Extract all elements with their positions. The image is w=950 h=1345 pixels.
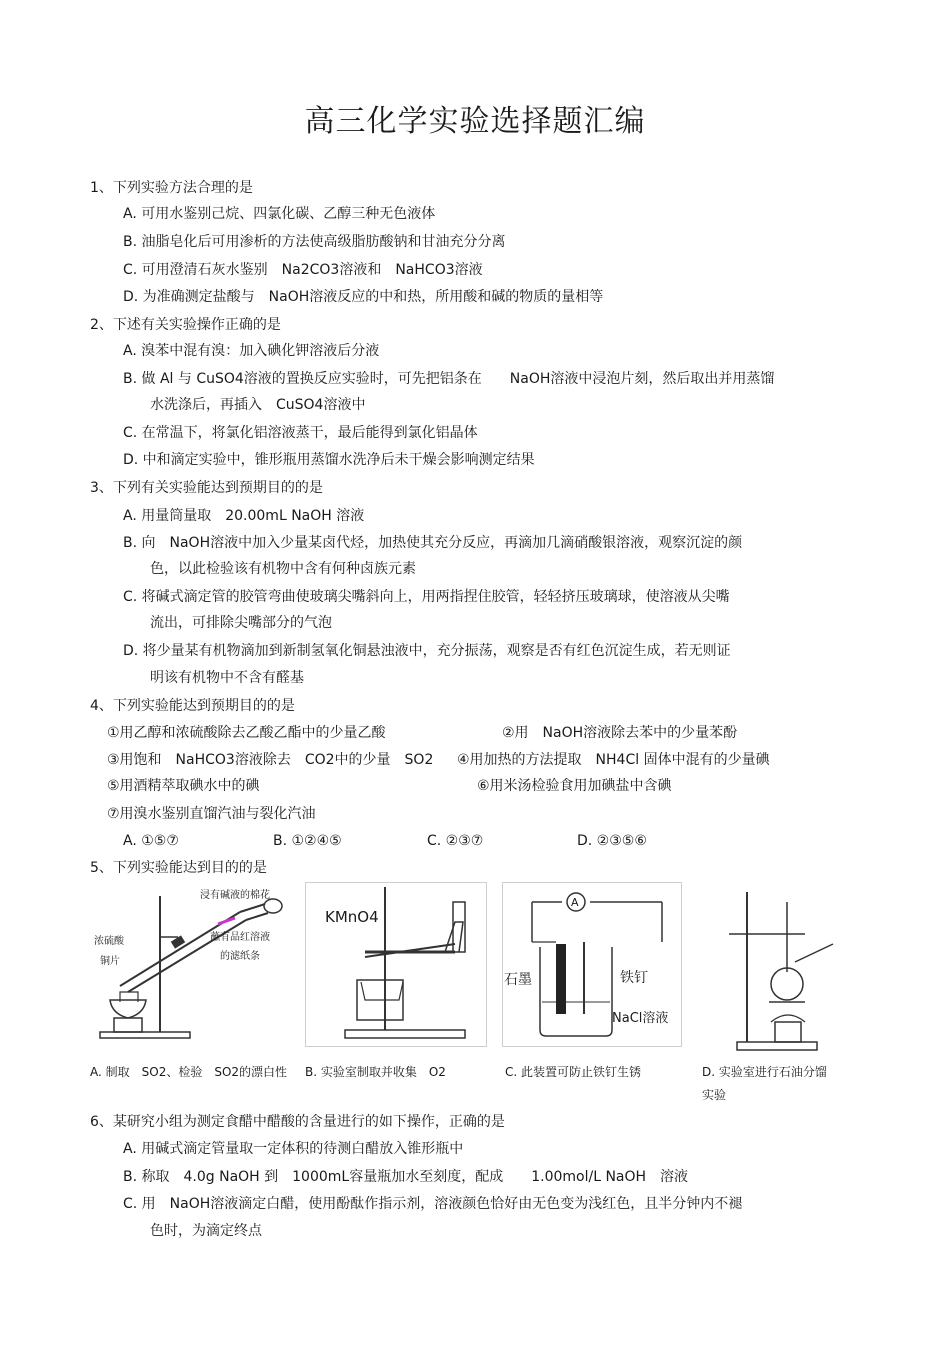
page-title: 高三化学实验选择题汇编 — [304, 104, 646, 139]
q4-item-5: ⑤用酒精萃取碘水中的碘 — [107, 778, 260, 794]
q2-option-b-cont: 水洗涤后，再插入 CuSO4溶液中 — [150, 397, 366, 413]
q2-option-b: B. 做 Al 与 CuSO4溶液的置换反应实验时，可先把铝条在 NaOH溶液中浸泡片刻，然后取出并用蒸馏 — [123, 371, 775, 387]
q2-option-c: C. 在常温下，将氯化铝溶液蒸干，最后能得到氯化铝晶体 — [123, 425, 478, 441]
figure-c-electrolysis-apparatus — [502, 882, 682, 1047]
q3-option-a: A. 用量筒量取 20.00mL NaOH 溶液 — [123, 508, 365, 524]
q2-option-d: D. 中和滴定实验中，锥形瓶用蒸馏水洗净后未干燥会影响测定结果 — [123, 452, 535, 468]
q4-item-3: ③用饱和 NaHCO3溶液除去 CO2中的少量 SO2 — [107, 752, 434, 768]
filter-paper-stripe — [218, 918, 235, 924]
q3-option-b-cont: 色，以此检验该有机物中含有何种卤族元素 — [150, 561, 416, 577]
q4-option-d: D. ②③⑤⑥ — [577, 833, 647, 849]
q3-option-c-cont: 流出，可排除尖嘴部分的气泡 — [150, 615, 332, 631]
fig-c-caption: C. 此装置可防止铁钉生锈 — [505, 1065, 642, 1079]
q2-option-a: A. 溴苯中混有溴：加入碘化钾溶液后分液 — [123, 343, 380, 359]
q4-item-4: ④用加热的方法提取 NH4Cl 固体中混有的少量碘 — [457, 752, 770, 768]
q3-option-d: D. 将少量某有机物滴加到新制氢氧化铜悬浊液中，充分振荡，观察是否有红色沉淀生成，若无则证 — [123, 643, 731, 659]
fig-a-cotton-label: 浸有碱液的棉花 — [200, 890, 270, 901]
q6-option-c: C. 用 NaOH溶液滴定白醋，使用酚酞作指示剂，溶液颜色恰好由无色变为浅红色，且半分钟内不褪 — [123, 1196, 743, 1212]
q3-option-d-cont: 明该有机物中不含有醛基 — [150, 670, 304, 686]
q4-stem: 4、下列实验能达到预期目的的是 — [90, 698, 295, 714]
fig-a-caption: A. 制取 SO2、检验 SO2的漂白性 — [90, 1065, 288, 1079]
fig-c-solution-label: NaCl溶液 — [612, 1011, 669, 1026]
fig-d-caption: D. 实验室进行石油分馏 — [702, 1065, 827, 1079]
q4-item-2: ②用 NaOH溶液除去苯中的少量苯酚 — [502, 725, 738, 741]
fig-d-caption-cont: 实验 — [702, 1088, 727, 1102]
q5-stem: 5、下列实验能达到目的的是 — [90, 860, 267, 876]
fig-c-graphite-label: 石墨 — [504, 972, 532, 988]
figure-d-distillation-apparatus — [705, 882, 840, 1057]
figure-a-so2-apparatus — [90, 882, 295, 1047]
fig-a-copper-label: 铜片 — [100, 956, 120, 967]
q2-stem: 2、下述有关实验操作正确的是 — [90, 317, 281, 333]
q6-option-a: A. 用碱式滴定管量取一定体积的待测白醋放入锥形瓶中 — [123, 1141, 464, 1157]
q4-option-a: A. ①⑤⑦ — [123, 833, 179, 849]
fig-a-paper-label-1: 蘸有品红溶液 — [210, 932, 270, 943]
q1-stem: 1、下列实验方法合理的是 — [90, 180, 253, 196]
figure-b-o2-apparatus — [305, 882, 487, 1047]
q1-option-c: C. 可用澄清石灰水鉴别 Na2CO3溶液和 NaHCO3溶液 — [123, 262, 483, 278]
q4-item-1: ①用乙醇和浓硫酸除去乙酸乙酯中的少量乙酸 — [107, 725, 386, 741]
q3-option-c: C. 将碱式滴定管的胶管弯曲使玻璃尖嘴斜向上，用两指捏住胶管，轻轻挤压玻璃球，使溶液从尖嘴 — [123, 589, 730, 605]
q4-option-b: B. ①②④⑤ — [273, 833, 342, 849]
fig-a-acid-label: 浓硫酸 — [94, 936, 124, 947]
fig-b-kmno4-label: KMnO4 — [325, 908, 379, 926]
q4-item-6: ⑥用米汤检验食用加碘盐中含碘 — [477, 778, 672, 794]
fig-c-nail-label: 铁钉 — [620, 970, 648, 986]
q6-option-c-cont: 色时，为滴定终点 — [150, 1223, 262, 1239]
fig-b-caption: B. 实验室制取并收集 O2 — [305, 1065, 446, 1079]
q1-option-d: D. 为准确测定盐酸与 NaOH溶液反应的中和热，所用酸和碱的物质的量相等 — [123, 289, 604, 305]
q3-stem: 3、下列有关实验能达到预期目的的是 — [90, 480, 323, 496]
q1-option-b: B. 油脂皂化后可用渗析的方法使高级脂肪酸钠和甘油充分分离 — [123, 234, 506, 250]
q1-option-a: A. 可用水鉴别己烷、四氯化碳、乙醇三种无色液体 — [123, 206, 436, 222]
q4-item-7: ⑦用溴水鉴别直馏汽油与裂化汽油 — [107, 806, 316, 822]
q4-option-c: C. ②③⑦ — [427, 833, 484, 849]
q6-stem: 6、某研究小组为测定食醋中醋酸的含量进行的如下操作，正确的是 — [90, 1114, 505, 1130]
fig-c-ammeter-label: A — [571, 896, 579, 909]
q6-option-b: B. 称取 4.0g NaOH 到 1000mL容量瓶加水至刻度，配成 1.00mol/L NaOH 溶液 — [123, 1169, 689, 1185]
q3-option-b: B. 向 NaOH溶液中加入少量某卤代烃，加热使其充分反应，再滴加几滴硝酸银溶液，观察沉淀的颜 — [123, 535, 743, 551]
fig-a-paper-label-2: 的滤纸条 — [220, 951, 260, 962]
